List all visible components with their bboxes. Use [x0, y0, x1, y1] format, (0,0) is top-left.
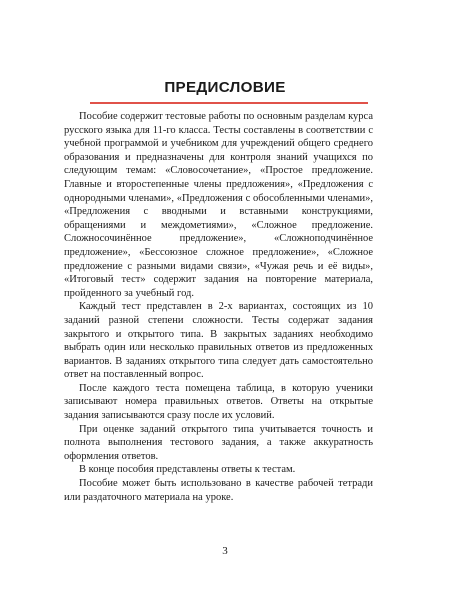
paragraph-variants: Каждый тест представлен в 2-х вариантах, состоящих из 10 заданий разной степени сложности. Тесты содержат задания закрытого и открытого типа. В закрытых заданиях необходимо выбрать один или несколько правильных ответов из предложенных вариантов. В заданиях открытого типа следует дать самостоятельно ответ на поставленный вопрос.	[64, 301, 373, 381]
paragraph-usage: Пособие может быть использовано в качестве рабочей тетради или раздаточного материала на уроке.	[64, 478, 373, 503]
title-underline	[90, 102, 368, 104]
paragraph-grading: При оценке заданий открытого типа учитывается точность и полнота выполнения тестового задания, а также аккуратность оформления ответов.	[64, 423, 373, 462]
preface-body	[64, 110, 373, 504]
paragraph-answer-table: После каждого теста помещена таблица, в которую ученики записывают номера правильных ответов. Ответы на открытые задания записываются сразу после их условий.	[64, 382, 373, 422]
paragraph-answers: В конце пособия представлены ответы к тестам.	[79, 464, 296, 476]
page-number: 3	[222, 545, 228, 557]
page-title: ПРЕДИСЛОВИЕ	[164, 79, 286, 96]
paragraph-intro: Пособие содержит тестовые работы по основным разделам курса русского языка для 11-го класса. Тесты составлены в соответствии с учебной программой и учебником для учреждений общего среднего образования и предназначены для контроля знаний учащихся по следующим темам: «Словосочетание», «Простое предложение. Главные и второстепенные члены предложения», «Предложения с однородными членами», «Предложения с обособленными членами», «Предложения с вводными и вставными конструкциями, обращениями и междометиями», «Сложное предложение. Сложносочинённое предложение», «Сложноподчинённое предложение», «Бессоюзное сложное предложение», «Сложное предложение с разными видами связи», «Чужая речь и её виды», «Итоговый тест» содержит задания на повторение материала, пройденного за учебный год.	[64, 111, 373, 299]
